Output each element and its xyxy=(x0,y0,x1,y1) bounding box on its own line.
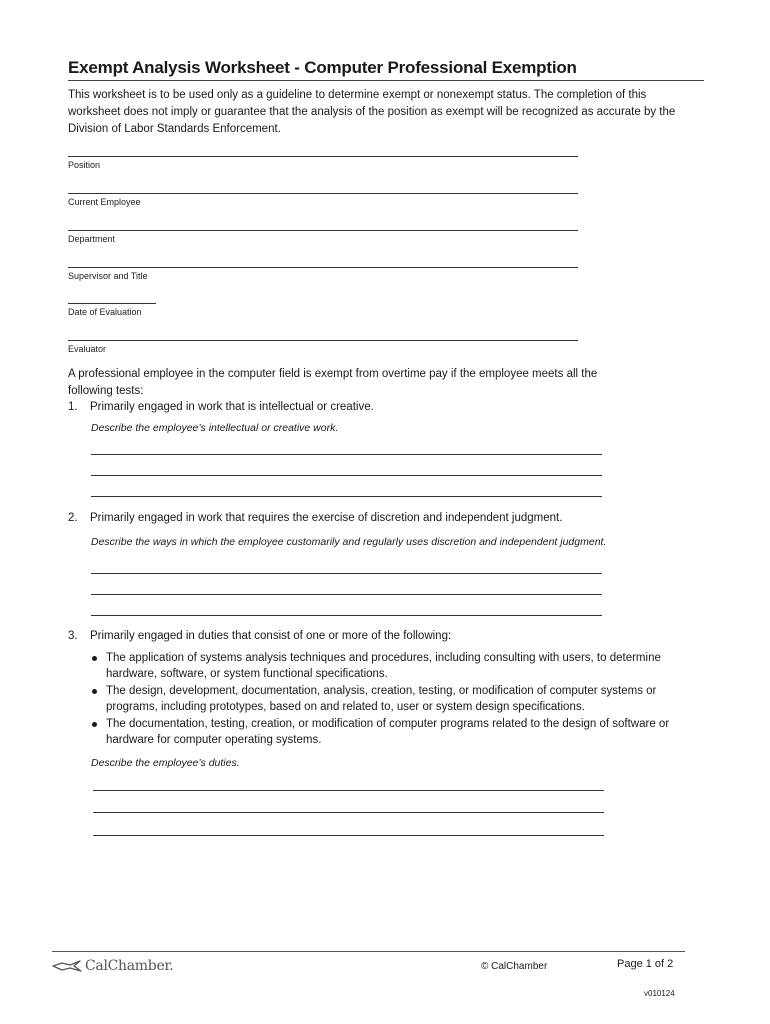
page-number: Page 1 of 2 xyxy=(617,958,674,970)
title-divider xyxy=(68,80,704,81)
duties-list xyxy=(90,650,680,749)
test-text: Primarily engaged in work that requires the exercise of discretion and independent judgment. xyxy=(90,512,563,524)
test-1-answer-line[interactable] xyxy=(91,454,602,455)
test-3-answer-line[interactable] xyxy=(93,835,604,836)
logo-text: CalChamber. xyxy=(85,958,174,974)
position-label: Position xyxy=(68,160,101,170)
evaluator-field[interactable] xyxy=(68,340,578,341)
test-2-answer-line[interactable] xyxy=(91,594,602,595)
copyright-text: © CalChamber xyxy=(481,961,548,972)
page-title: Exempt Analysis Worksheet - Computer Professional Exemption xyxy=(68,58,577,77)
date-field[interactable] xyxy=(68,303,156,304)
calchamber-logo xyxy=(52,958,173,974)
current-employee-field[interactable] xyxy=(68,193,578,194)
position-field[interactable] xyxy=(68,156,578,157)
test-number: 3. xyxy=(68,630,78,642)
test-item-3 xyxy=(68,630,451,642)
test-3-answer-line[interactable] xyxy=(93,790,604,791)
test-1-answer-line[interactable] xyxy=(91,496,602,497)
test-2-prompt: Describe the ways in which the employee customarily and regularly uses discretion and independent judgment. xyxy=(91,536,607,548)
duty-bullet: The design, development, documentation, analysis, creation, testing, or modification of computer systems or programs, including prototypes, based on and related to, user or system design specifications. xyxy=(90,683,680,715)
test-1-answer-line[interactable] xyxy=(91,475,602,476)
duty-bullet: The documentation, testing, creation, or modification of computer programs related to the design of software or hardware for computer operating systems. xyxy=(90,716,680,748)
test-2-answer-line[interactable] xyxy=(91,573,602,574)
supervisor-field[interactable] xyxy=(68,267,578,268)
test-2-answer-line[interactable] xyxy=(91,615,602,616)
intro-paragraph: This worksheet is to be used only as a guideline to determine exempt or nonexempt status. The completion of this worksheet does not imply or guarantee that the analysis of the position as exempt will be recognized as accurate by the Division of Labor Standards Enforcement. xyxy=(68,89,676,135)
date-label: Date of Evaluation xyxy=(68,307,142,317)
current-employee-label: Current Employee xyxy=(68,197,141,207)
evaluator-label: Evaluator xyxy=(68,344,107,354)
test-item-1 xyxy=(68,401,374,413)
test-number: 2. xyxy=(68,512,78,524)
test-number: 1. xyxy=(68,401,78,413)
test-3-answer-line[interactable] xyxy=(93,812,604,813)
duty-bullet: The application of systems analysis techniques and procedures, including consulting with users, to determine hardware, software, or system functional specifications. xyxy=(90,650,680,682)
version-code: v010124 xyxy=(644,989,675,998)
department-field[interactable] xyxy=(68,230,578,231)
test-item-2 xyxy=(68,512,562,524)
exemption-lead: A professional employee in the computer field is exempt from overtime pay if the employee meets all the following tests: xyxy=(68,368,598,397)
test-1-prompt: Describe the employee’s intellectual or creative work. xyxy=(91,422,339,434)
test-text: Primarily engaged in duties that consist of one or more of the following: xyxy=(90,630,452,642)
test-3-prompt: Describe the employee’s duties. xyxy=(91,757,240,769)
test-text: Primarily engaged in work that is intellectual or creative. xyxy=(90,401,374,413)
department-label: Department xyxy=(68,234,116,244)
calchamber-bear-icon xyxy=(52,959,82,973)
supervisor-label: Supervisor and Title xyxy=(68,271,148,281)
footer-divider xyxy=(52,951,685,952)
